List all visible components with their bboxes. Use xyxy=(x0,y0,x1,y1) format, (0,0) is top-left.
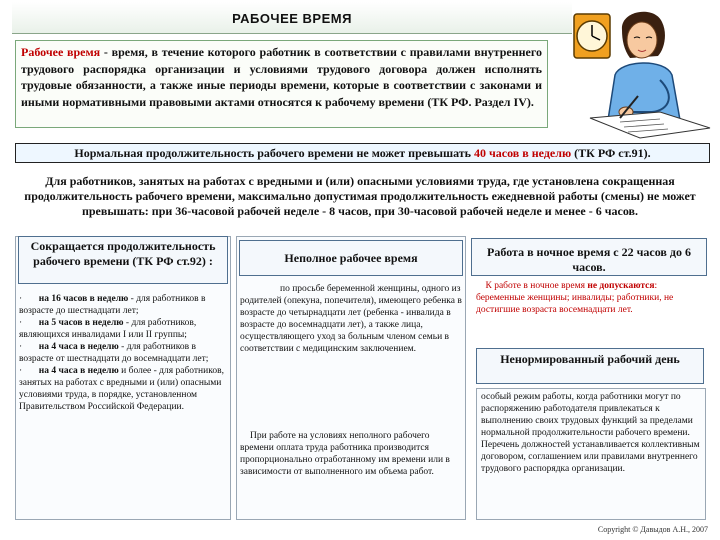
definition-term: Рабочее время xyxy=(21,45,101,59)
definition-text: - время, в течение которого работник в соответствии с правилами внутреннего трудового распорядка организации и условиями трудового договора должен исполнять трудовые обязанности, а также иные периоды времени, которые в соответствии с законами и иными нормативными правовыми актами относятся к рабочему времени (ТК РФ. Раздел IV). xyxy=(21,45,542,109)
copyright-text: Copyright © Давыдов А.Н., 2007 xyxy=(597,525,708,534)
parttime-text-2: При работе на условиях неполного рабочего времени оплата труда работника производится пропорционально отработанному им времени или в зависимости от выполненного им объема работ. xyxy=(240,431,450,477)
normal-hours-box xyxy=(15,143,710,163)
hazard-paragraph: Для работников, занятых на работах с вредными и (или) опасными условиями труда, где установлена сокращенная продолжительность рабочего времени, максимально допустимая продолжительность ежедневной работы (смены) не может превышать: при 36-часовой рабочей неделе - 8 часов, при 30-часовой рабочей неделе и менее - 6 часов. xyxy=(24,174,696,218)
parttime-heading: Неполное рабочее время xyxy=(239,240,463,276)
reduced-hours-list xyxy=(19,293,227,519)
normal-hours-highlight: 40 часов в неделю xyxy=(474,146,572,160)
woman-writing-illustration xyxy=(560,0,720,140)
clipart-svg xyxy=(560,0,720,140)
night-work-rest: : беременные женщины; инвалиды; работники, не достигшие возраста восемнадцати лет. xyxy=(476,281,674,315)
list-item: · на 5 часов в неделю - для работников, являющихся инвалидами I или II группы; xyxy=(19,318,197,340)
list-item: · на 4 часа в неделю - для работников в возрасте от шестнадцати до восемнадцати лет; xyxy=(19,342,209,364)
night-work-heading: Работа в ночное время с 22 часов до 6 часов. xyxy=(471,238,707,276)
normal-hours-suffix: (ТК РФ ст.91). xyxy=(571,146,651,160)
night-work-highlight: не допускаются xyxy=(587,281,655,291)
page-title: РАБОЧЕЕ ВРЕМЯ xyxy=(232,11,352,26)
title-bar xyxy=(12,2,572,34)
night-work-lead: К работе в ночное время xyxy=(485,281,585,291)
list-item: · на 16 часов в неделю - для работников в возрасте до шестнадцати лет; xyxy=(19,294,206,316)
irregular-day-text: особый режим работы, когда работники могут по распоряжению работодателя привлекаться к выполнению своих трудовых функций за пределами нормальной продолжительности рабочего времени. Перечень должностей устанавливается коллективным договором, соглашением или правилами внутреннего трудового распорядка организации. xyxy=(476,388,706,520)
night-work-text xyxy=(476,280,704,340)
parttime-text-1: по просьбе беременной женщины, одного из родителей (опекуна, попечителя), имеющего ребенка в возрасте до четырнадцати лет (ребенка - инвалида в возрасте до восемнадцати лет), а также лица, осуществляющего уход за больным членом семьи в соответствии с медицинским заключением. xyxy=(240,284,462,354)
normal-hours-prefix: Нормальная продолжительность рабочего времени не может превышать xyxy=(74,146,474,160)
list-item: · на 4 часа в неделю и более - для работников, занятых на работах с вредными и (или) опасными условиями труда, в порядке, установленном Правительством Российской Федерации. xyxy=(19,366,224,412)
irregular-day-heading: Ненормированный рабочий день xyxy=(476,348,704,384)
clock-icon xyxy=(574,14,610,58)
reduced-hours-heading: Сокращается продолжительность рабочего времени (ТК РФ ст.92) : xyxy=(18,236,228,284)
definition-box xyxy=(15,40,548,128)
